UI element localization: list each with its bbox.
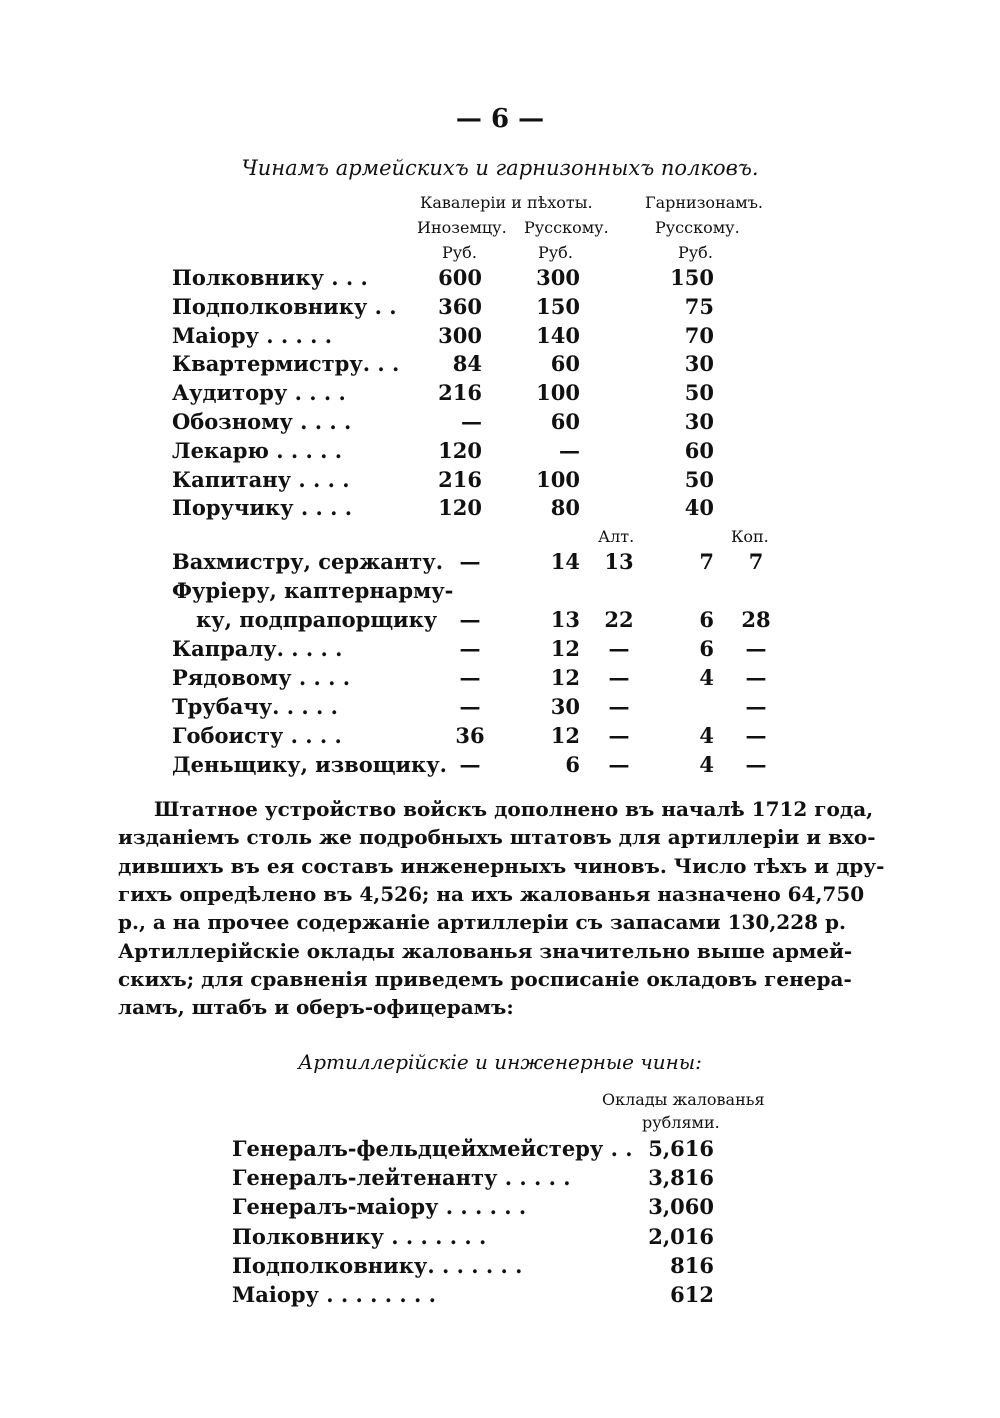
foreign-salary: 600	[438, 265, 482, 290]
rank-label: Обозному . . . .	[172, 409, 352, 434]
russian-salary: —	[559, 437, 580, 463]
paragraph-line: Артиллерійскіе оклады жалованья значительно выше армей-	[118, 938, 853, 963]
rub-salary: 12	[550, 723, 580, 748]
artillery-rank-label: Генералъ-маіору . . . . . .	[232, 1194, 527, 1220]
rank-label: Аудитору . . . .	[172, 380, 346, 406]
header-alt: Алт.	[598, 527, 635, 546]
page-number: — 6 —	[455, 104, 545, 134]
garrison-rub: 4	[699, 723, 714, 748]
russian-salary: 60	[550, 409, 580, 434]
foreign-salary: 360	[438, 293, 482, 319]
paragraph-line: дившихъ въ ея составъ инженерныхъ чиновъ. Число тѣхъ и дру-	[118, 853, 885, 878]
header-foreign: Иноземцу.	[417, 218, 507, 237]
foreign-salary: 120	[438, 495, 482, 521]
rank-label: Фуріеру, каптернарму-	[172, 578, 454, 603]
foreign-salary: 300	[438, 322, 482, 348]
garrison-salary: 75	[684, 293, 714, 319]
rank-label: Деньщику, извощику.	[172, 752, 447, 777]
russian-salary: 150	[536, 293, 580, 319]
artillery-salary: 612	[670, 1282, 714, 1307]
russian-salary: 100	[536, 466, 580, 492]
foreign-salary: —	[459, 752, 481, 777]
artillery-salary: 5,616	[648, 1136, 714, 1161]
garrison-salary: 50	[684, 466, 714, 492]
paragraph-line: гихъ опредѣлено въ 4,526; на ихъ жалованья назначено 64,750	[118, 881, 865, 906]
header-kop: Коп.	[731, 527, 769, 546]
garrison-salary: 40	[684, 495, 714, 521]
garrison-salary: 30	[684, 409, 714, 434]
rank-label: Гобоисту . . . .	[172, 723, 342, 748]
foreign-salary: 120	[438, 437, 482, 463]
foreign-salary: 216	[438, 380, 482, 406]
artillery-rank-label: Генералъ-фельдцейхмейстеру . .	[232, 1136, 633, 1161]
garrison-rub: 4	[699, 665, 714, 690]
rank-label: Подполковнику . .	[172, 293, 397, 319]
foreign-salary: —	[459, 636, 481, 661]
foreign-salary: 216	[438, 466, 482, 492]
garrison-salary: 60	[684, 437, 714, 463]
rank-label: Поручику . . . .	[172, 495, 353, 521]
header-russian: Русскому.	[524, 218, 609, 237]
foreign-salary: —	[459, 549, 481, 574]
paragraph-line: скихъ; для сравненія приведемъ росписаніе окладовъ генера-	[118, 966, 852, 991]
rank-label: Квартермистру. . .	[172, 351, 400, 377]
kop-salary: —	[745, 636, 767, 661]
garrison-salary: 50	[684, 380, 714, 406]
russian-salary: 60	[550, 351, 580, 377]
rub-salary: 13	[550, 607, 580, 632]
rank-label-cont: ку, подпрапорщику	[196, 607, 438, 632]
russian-salary: 140	[536, 322, 580, 348]
rank-label: Вахмистру, сержанту.	[172, 549, 444, 574]
foreign-salary: 36	[455, 723, 485, 748]
russian-salary: 100	[536, 380, 580, 406]
header-group-garrison: Гарнизонамъ.	[645, 193, 763, 212]
rub-salary: 12	[550, 636, 580, 661]
rub-salary: 12	[550, 665, 580, 690]
rub-salary: 6	[565, 752, 580, 777]
alt-salary: —	[608, 636, 630, 661]
artillery-salary: 2,016	[648, 1223, 714, 1249]
kop-salary: —	[745, 723, 767, 748]
rank-label: Капитану . . . .	[172, 466, 350, 492]
alt-salary: —	[608, 694, 630, 719]
garrison-rub: 6	[699, 636, 714, 661]
table2-header-2: рублями.	[642, 1113, 720, 1132]
alt-salary: —	[608, 752, 630, 777]
russian-salary: 80	[550, 495, 580, 521]
garrison-rub: 4	[699, 752, 714, 777]
paragraph-line: р., а на прочее содержаніе артиллеріи съ запасами 130,228 р.	[118, 910, 846, 935]
alt-salary: —	[608, 665, 630, 690]
table2-title: Артиллерійскіе и инженерные чины:	[298, 1050, 702, 1074]
kop-salary: —	[745, 752, 767, 777]
garrison-salary: 150	[670, 265, 714, 290]
kop-salary: 28	[741, 607, 771, 632]
rank-label: Капралу. . . . .	[172, 636, 343, 661]
header-rub-1: Руб.	[442, 243, 477, 262]
header-group-cavalry: Кавалеріи и пѣхоты.	[420, 193, 593, 212]
alt-salary: —	[608, 723, 630, 748]
garrison-rub: 7	[699, 549, 714, 574]
rank-label: Рядовому . . . .	[172, 665, 351, 690]
alt-salary: 22	[604, 607, 634, 632]
foreign-salary: —	[459, 607, 481, 632]
rub-salary: 30	[550, 694, 580, 719]
rank-label: Лекарю . . . . .	[172, 437, 343, 463]
paragraph-line: ламъ, штабъ и оберъ-офицерамъ:	[118, 995, 514, 1020]
foreign-salary: —	[459, 694, 481, 719]
artillery-salary: 3,060	[648, 1194, 714, 1220]
garrison-rub: 6	[699, 607, 714, 632]
foreign-salary: —	[461, 409, 482, 434]
kop-salary: —	[745, 665, 767, 690]
header-russian-garrison: Русскому.	[655, 218, 740, 237]
artillery-salary: 3,816	[648, 1165, 714, 1191]
artillery-rank-label: Генералъ-лейтенанту . . . . .	[232, 1165, 571, 1191]
header-rub-3: Руб.	[678, 243, 713, 262]
garrison-salary: 30	[684, 351, 714, 377]
foreign-salary: —	[459, 665, 481, 690]
table2-header-1: Оклады жалованья	[602, 1090, 765, 1109]
header-rub-2: Руб.	[538, 243, 573, 262]
alt-salary: 13	[604, 549, 634, 574]
paragraph-line: изданіемъ столь же подробныхъ штатовъ для артиллеріи и вхо-	[118, 825, 876, 850]
artillery-rank-label: Полковнику . . . . . . .	[232, 1223, 487, 1249]
kop-salary: 7	[748, 549, 764, 574]
paragraph-line: Штатное устройство войскъ дополнено въ началѣ 1712 года,	[154, 797, 874, 821]
artillery-salary: 816	[670, 1252, 714, 1278]
russian-salary: 300	[536, 265, 580, 290]
foreign-salary: 84	[452, 351, 482, 377]
table1-title: Чинамъ армейскихъ и гарнизонныхъ полковъ.	[241, 156, 759, 180]
rank-label: Полковнику . . .	[172, 265, 368, 290]
kop-salary: —	[745, 694, 767, 719]
rank-label: Маіору . . . . .	[172, 322, 333, 348]
rank-label: Трубачу. . . . .	[172, 694, 338, 719]
artillery-rank-label: Подполковнику. . . . . . .	[232, 1252, 523, 1278]
rub-salary: 14	[550, 549, 580, 574]
artillery-rank-label: Маіору . . . . . . . .	[232, 1282, 436, 1307]
garrison-salary: 70	[684, 322, 714, 348]
